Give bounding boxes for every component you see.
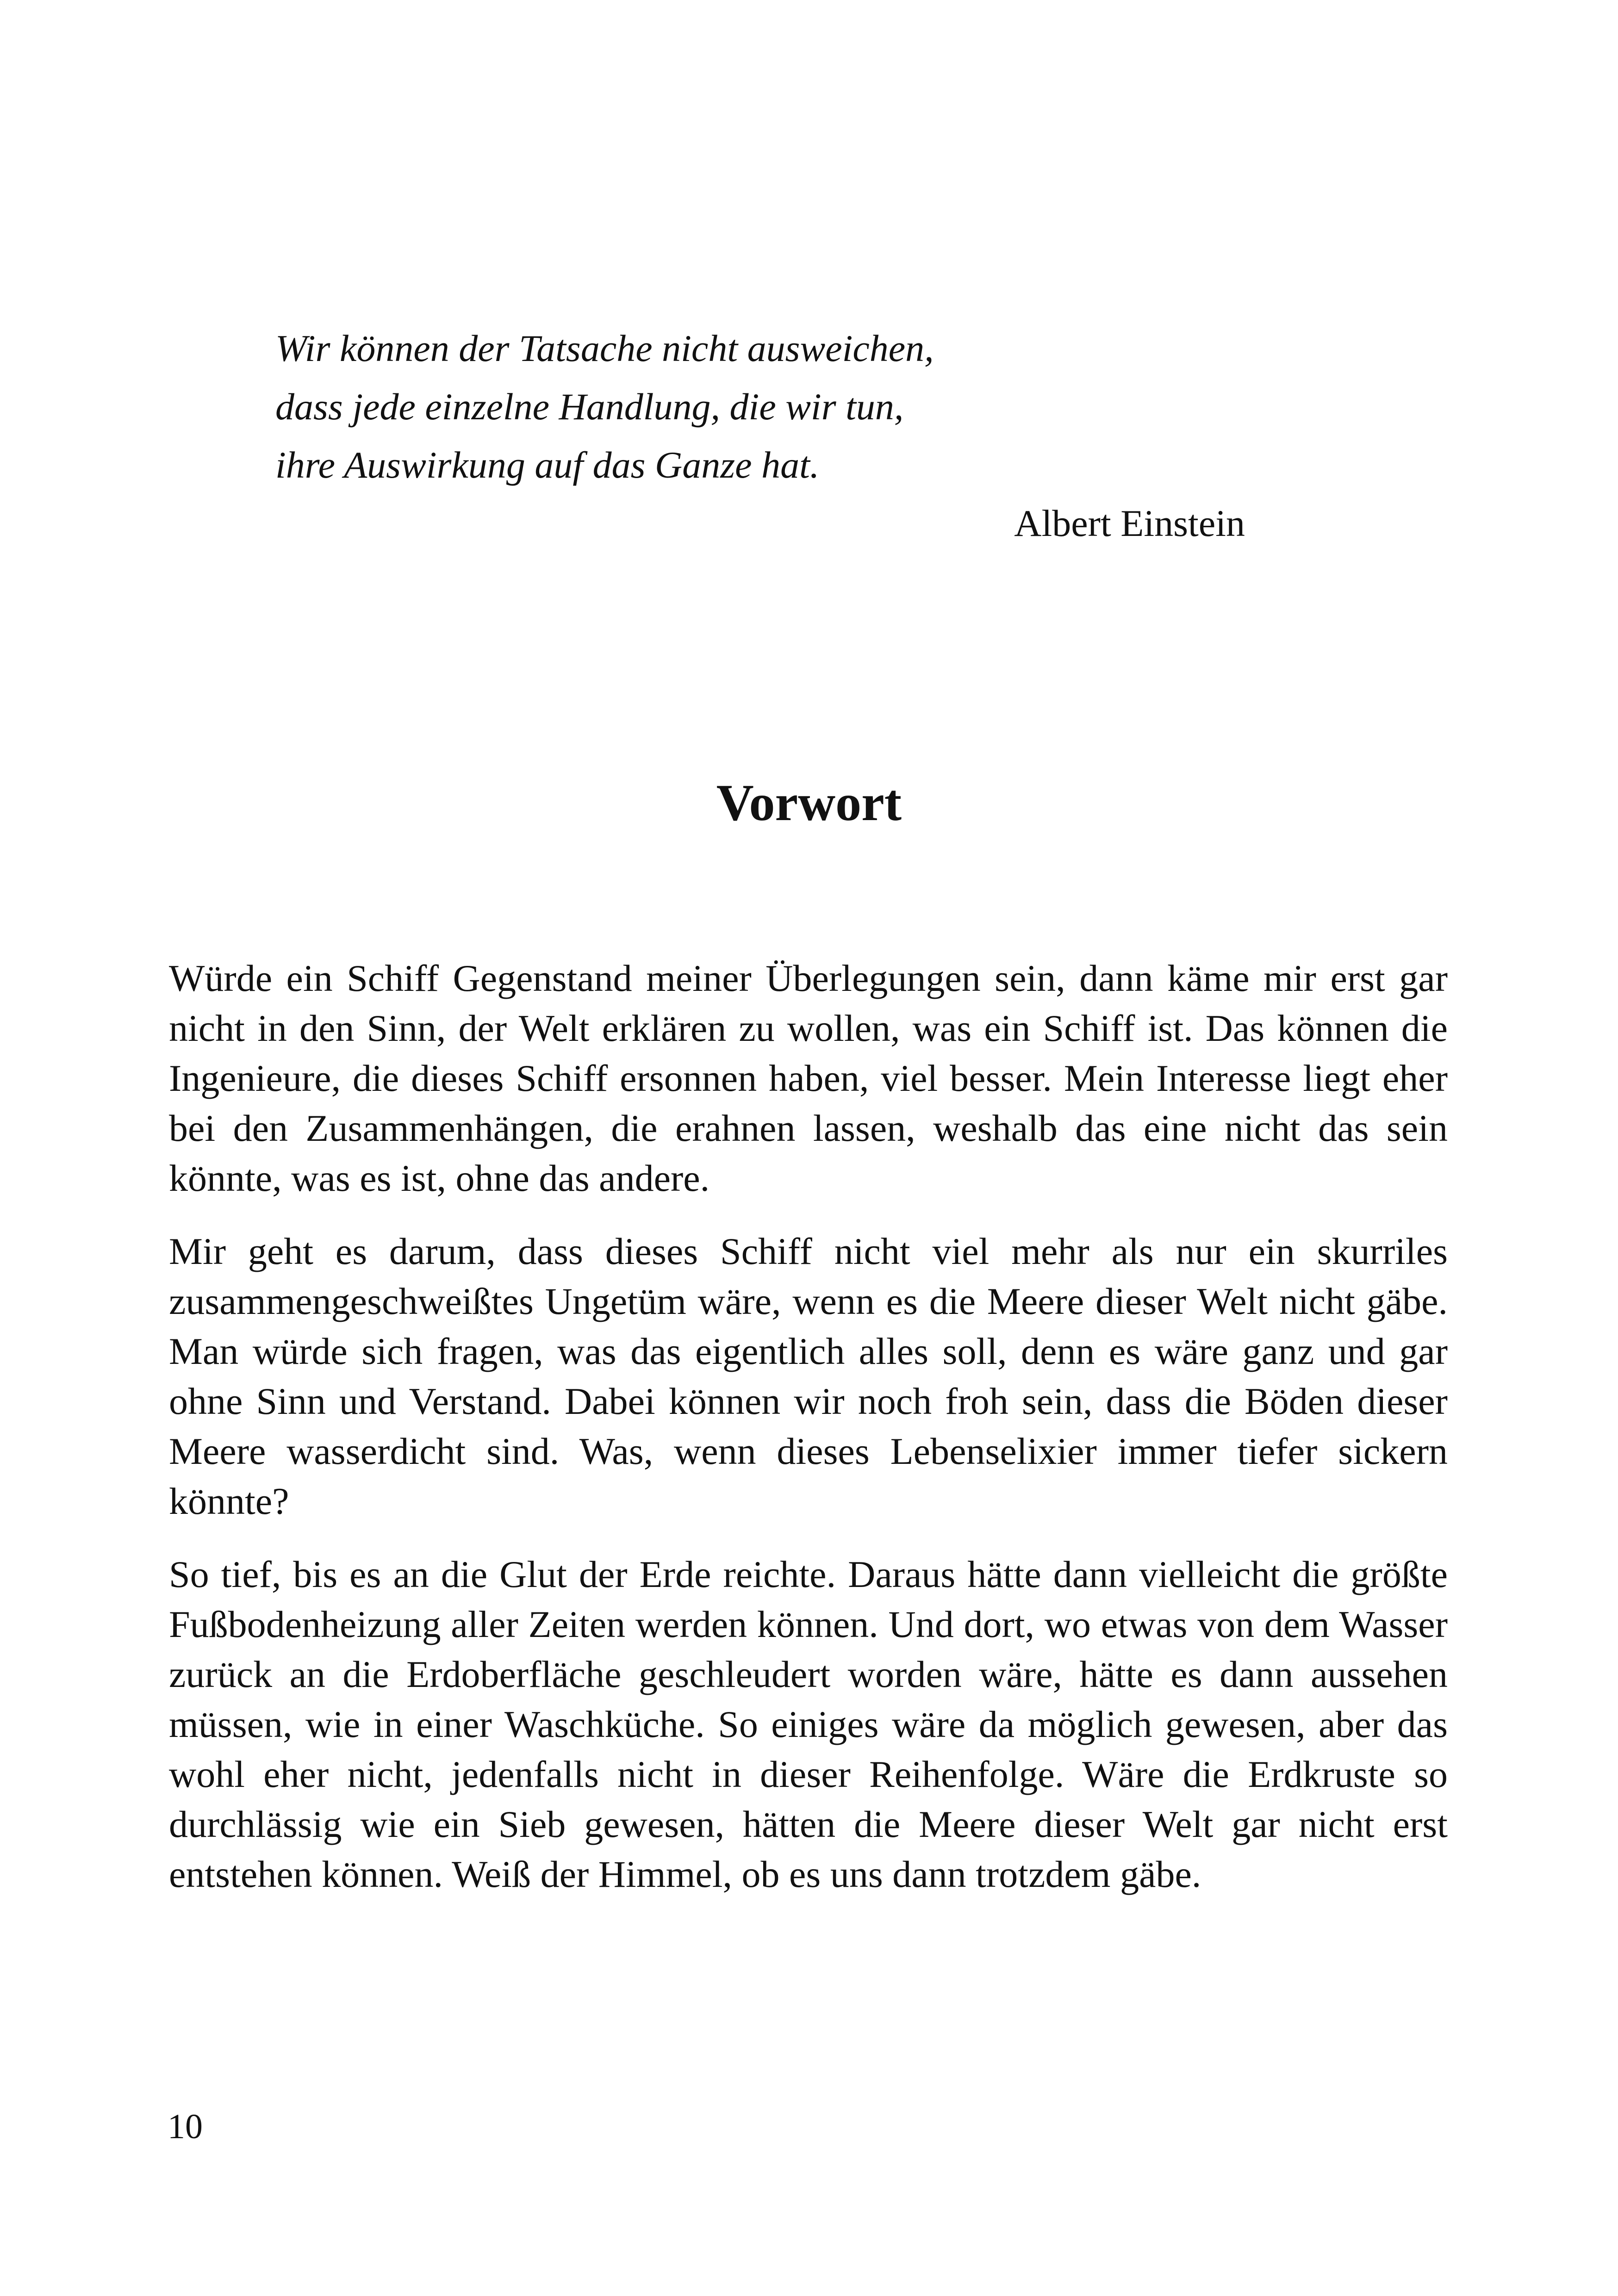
chapter-title: Vorwort: [716, 774, 902, 832]
body-paragraph: Mir geht es darum, dass dieses Schiff nicht viel mehr als nur ein skurriles zusammengeschweißtes Ungetüm wäre, wenn es die Meere dieser Welt nicht gäbe. Man würde sich fragen, was das eigentlich alles soll, denn es wäre ganz und gar ohne Sinn und Verstand. Dabei können wir noch froh sein, dass die Böden dieser Meere wasserdicht sind. Was, wenn dieses Lebenselixier immer tiefer sickern könnte?: [169, 1230, 1448, 1522]
body-paragraph: So tief, bis es an die Glut der Erde reichte. Daraus hätte dann vielleicht die größte Fußbodenheizung aller Zeiten werden können. Und dort, wo etwas von dem Wasser zurück an die Erdoberfläche geschleudert worden wäre, hätte es dann aussehen müssen, wie in einer Waschküche. So einiges wäre da möglich gewesen, aber das wohl eher nicht, jedenfalls nicht in dieser Reihenfolge. Wäre die Erdkruste so durchlässig wie ein Sieb gewesen, hätten die Meere dieser Welt gar nicht erst entstehen können. Weiß der Himmel, ob es uns dann trotzdem gäbe.: [169, 1553, 1448, 1895]
epigraph: [275, 319, 1270, 553]
page-number: 10: [168, 2107, 203, 2146]
epigraph-author: Albert Einstein: [1014, 502, 1245, 544]
epigraph-line: dass jede einzelne Handlung, die wir tun,: [275, 386, 904, 428]
chapter-body: [169, 953, 1448, 1923]
epigraph-line: Wir können der Tatsache nicht ausweichen,: [275, 327, 934, 369]
body-paragraph: Würde ein Schiff Gegenstand meiner Überlegungen sein, dann käme mir erst gar nicht in den Sinn, der Welt erklären zu wollen, was ein Schiff ist. Das können die Ingenieure, die dieses Schiff ersonnen haben, viel besser. Mein Interesse liegt eher bei den Zusammenhängen, die erahnen lassen, weshalb das eine nicht das sein könnte, was es ist, ohne das andere.: [169, 957, 1448, 1199]
epigraph-line: ihre Auswirkung auf das Ganze hat.: [275, 444, 820, 486]
